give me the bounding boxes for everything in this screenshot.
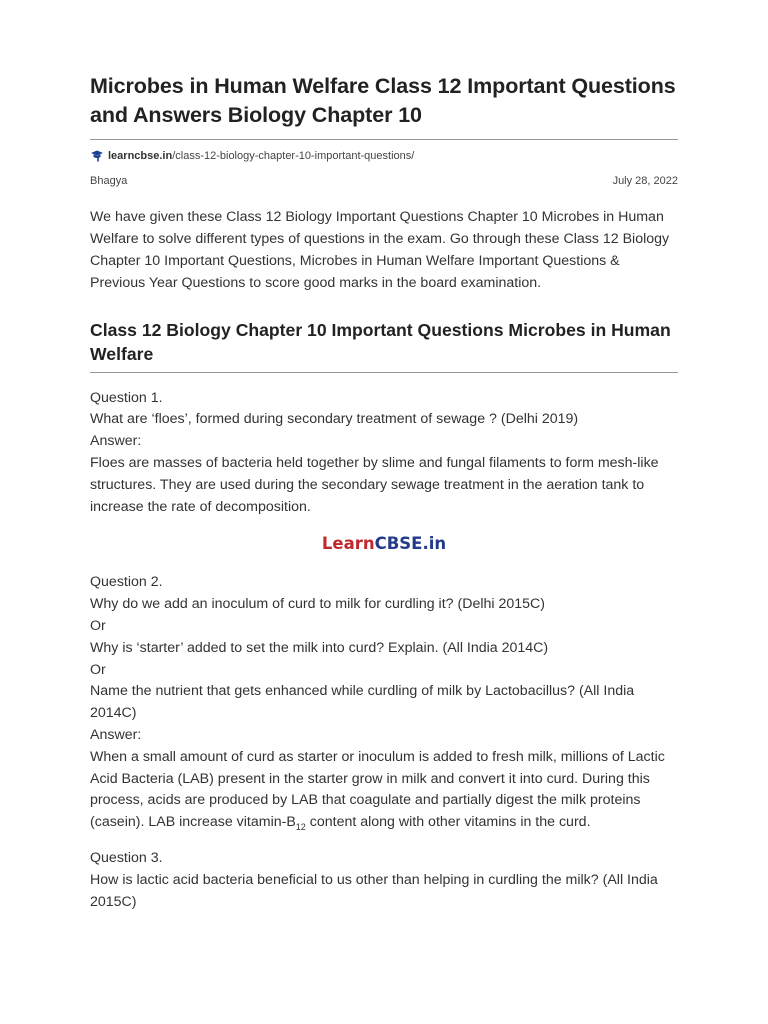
brand-cbse: CBSE [374,534,423,554]
question-label: Question 2. [90,574,163,591]
question-1 [90,388,678,519]
question-text: Why do we add an inoculum of curd to milk for curdling it? (Delhi 2015C) [90,596,545,613]
source-path: /class-12-biology-chapter-10-important-questions/ [172,150,415,162]
answer-text [90,747,678,834]
brand-learn: Learn [321,534,375,554]
source-domain: learncbse.in [108,150,173,162]
publish-date: July 28, 2022 [612,175,678,187]
question-label: Question 1. [90,389,163,406]
source-link[interactable] [90,148,678,164]
or-separator: Or [90,661,106,678]
question-text: How is lactic acid bacteria beneficial to us other than helping in curdling the milk? (All India 2015C) [90,871,658,910]
question-text: What are ‘floes’, formed during secondary treatment of sewage ? (Delhi 2019) [90,411,579,428]
answer-label: Answer: [90,726,142,743]
question-2 [90,572,678,834]
section-heading: Class 12 Biology Chapter 10 Important Questions Microbes in Human Welfare [90,319,678,373]
learncbse-brand-logo [90,534,678,558]
article [90,72,678,913]
answer-text-part: content along with other vitamins in the curd. [305,814,591,831]
article-meta [90,175,678,191]
answer-text: Floes are masses of bacteria held together by slime and fungal filaments to form mesh-like structures. They are used during the secondary sewage treatment in the aeration tank to increase the rate of decomposition. [90,454,659,515]
question-label: Question 3. [90,849,163,866]
answer-label: Answer: [90,433,142,450]
or-separator: Or [90,617,106,634]
question-3 [90,848,678,913]
intro-paragraph: We have given these Class 12 Biology Important Questions Chapter 10 Microbes in Human Welfare to solve different types of questions in the exam. Go through these Class 12 Biology Chapter 10 Important Questions, Microbes in Human Welfare Important Questions & Previous Year Questions to score good marks in the board examination. [90,209,670,291]
learncbse-logo-icon [90,150,104,162]
question-text: Why is ‘starter’ added to set the milk into curd? Explain. (All India 2014C) [90,639,549,656]
author: Bhagya [90,175,128,187]
subscript: 12 [295,821,306,832]
answer-text-part: When a small amount of curd as starter or inoculum is added to fresh milk, millions of Lactic Acid Bacteria (LAB) present in the starter grow in milk and convert it into curd. During this process, acids are produced by LAB that coagulate and partially digest the milk proteins (casein). LAB increase vitamin-B [90,748,665,831]
question-text: Name the nutrient that gets enhanced while curdling of milk by Lactobacillus? (All India 2014C) [90,683,635,722]
page-title: Microbes in Human Welfare Class 12 Important Questions and Answers Biology Chapter 10 [90,72,678,140]
brand-in: .in [422,534,447,554]
